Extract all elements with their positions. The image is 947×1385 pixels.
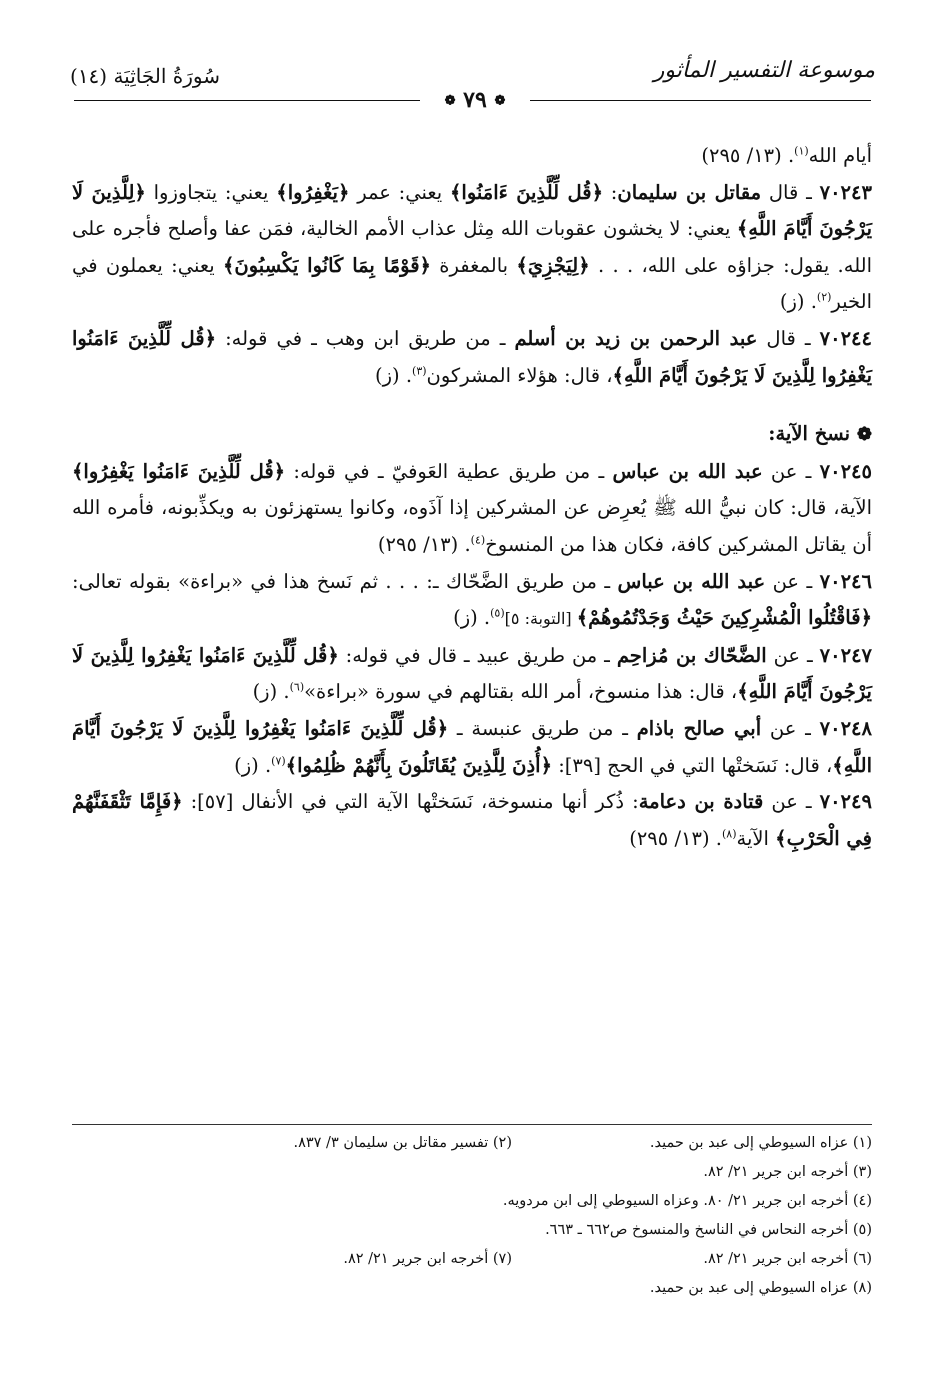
entry-number: ٧٠٢٤٩ <box>819 790 872 814</box>
footnote-marker: (٨) <box>722 827 737 841</box>
footnote-4: (٤) أخرجه ابن جرير ٢١/ ٨٠. وعزاه السيوطي إلى ابن مردويه. <box>502 1193 872 1209</box>
main-text <box>72 138 872 857</box>
narrator-name: عبد الرحمن بن زيد بن أسلم <box>514 326 758 350</box>
section-heading: ❁ نسخ الآية: <box>768 422 872 446</box>
entry-70245: ٧٠٢٤٥ ـ عن عبد الله بن عباس ـ من طريق عطية العَوفيّ ـ في قوله: ﴿قُل لِّلَّذِينَ ءَامَنُوا يَغْفِرُوا﴾ الآية، قال: كان نبيُّ الله ﷺ يُعرِض عن المشركين إذا آذَوه، وكانوا يستهزئون به ويكذِّبونه، فأمره الله أن يقاتل المشركين كافة، فكان هذا من المنسوخ$^{(٤)}$. (١٣/ ٢٩٥) <box>72 459 872 556</box>
quran-quote: ﴿قُل لِّلَّذِينَ ءَامَنُوا يَغْفِرُوا﴾ <box>72 459 286 483</box>
footnote-marker: (٣) <box>412 364 427 378</box>
footnote-row <box>72 1129 872 1158</box>
page-number-box <box>420 87 530 115</box>
footnote-row <box>72 1158 872 1187</box>
footnote-marker: (٥) <box>490 606 505 620</box>
narrator-name: عبد الله بن عباس <box>612 459 763 483</box>
chapter-title: سُورَةُ الجَاثِيَة (١٤) <box>70 64 221 88</box>
footnote-8: (٨) عزاه السيوطي إلى عبد بن حميد. <box>649 1280 872 1296</box>
narrator-name: مقاتل بن سليمان <box>617 180 762 204</box>
quran-quote: ﴿فَاقْتُلُوا الْمُشْرِكِينَ حَيْثُ وَجَدْتُمُوهُمْ﴾ <box>576 606 872 630</box>
footnote-row <box>72 1187 872 1216</box>
narrator-name: قتادة بن دعامة <box>638 790 764 814</box>
book-title: موسوعة التفسير المأثور <box>653 58 875 83</box>
footnotes <box>72 1129 872 1303</box>
entry-70248: ٧٠٢٤٨ ـ عن أبي صالح باذام ـ من طريق عنبسة ـ ﴿قُل لِّلَّذِينَ ءَامَنُوا يَغْفِرُوا لِلَّذِينَ لَا يَرْجُونَ أَيَّامَ اللَّهِ﴾، قال: نَسَختْها التي في الحج [٣٩]: ﴿أُذِنَ لِلَّذِينَ يُقَاتَلُونَ بِأَنَّهُمْ ظُلِمُوا﴾$^{(٧)}$. (ز) <box>72 716 872 777</box>
narrator-name: الضَّحّاك بن مُزاحِم <box>616 643 767 667</box>
verse-reference: [التوبة: ٥] <box>504 609 577 629</box>
narrator-name: عبد الله بن عباس <box>617 569 766 593</box>
ornament-icon: ❁ <box>494 93 506 109</box>
entry-70249: ٧٠٢٤٩ ـ عن قتادة بن دعامة: ذُكر أنها منسوخة، نَسَختْها الآية التي في الأنفال [٥٧]: ﴿فَإِمَّا تَثْقَفَنَّهُمْ فِي الْحَرْبِ﴾ الآية$^{(٨)}$. (١٣/ ٢٩٥) <box>72 790 872 850</box>
entry-70246: ٧٠٢٤٦ ـ عن عبد الله بن عباس ـ من طريق الضَّحّاك ـ: . . . ثم نَسخ هذا في «براءة» بقوله تعالى: ﴿فَاقْتُلُوا الْمُشْرِكِينَ حَيْثُ وَجَدْتُمُوهُمْ﴾ [التوبة: ٥]$^{(٥)}$. (ز) <box>72 569 873 630</box>
footnote-7: (٧) أخرجه ابن جرير ٢١/ ٨٢. <box>343 1251 512 1267</box>
footnote-row <box>72 1245 872 1274</box>
entry-number: ٧٠٢٤٤ <box>819 326 872 350</box>
entry-number: ٧٠٢٤٣ <box>819 180 872 204</box>
entry-number: ٧٠٢٤٦ <box>819 569 873 593</box>
entry-number: ٧٠٢٤٧ <box>819 643 873 667</box>
section-gap <box>72 394 872 416</box>
entry-70247: ٧٠٢٤٧ ـ عن الضَّحّاك بن مُزاحِم ـ من طريق عبيد ـ قال في قوله: ﴿قُل لِّلَّذِينَ ءَامَنُوا يَغْفِرُوا لِلَّذِينَ لَا يَرْجُونَ أَيَّامَ اللَّهِ﴾، قال: هذا منسوخ، أمر الله بقتالهم في سورة «براءة»$^{(٦)}$. (ز) <box>72 643 873 704</box>
footnote-1: (١) عزاه السيوطي إلى عبد بن حميد. <box>649 1135 872 1151</box>
flower-ornament-icon: ❁ <box>856 424 872 446</box>
footnote-marker: (٤) <box>470 533 486 547</box>
footnote-marker: (٧) <box>271 754 286 767</box>
footnote-2: (٢) تفسير مقاتل بن سليمان ٣/ ٨٣٧. <box>293 1135 512 1151</box>
ornament-icon: ❁ <box>444 93 456 109</box>
quran-quote: ﴿قُل لِّلَّذِينَ ءَامَنُوا يَغْفِرُوا لِلَّذِينَ لَا يَرْجُونَ أَيَّامَ اللَّهِ﴾ <box>72 643 872 704</box>
footnote-marker: (٦) <box>289 680 305 694</box>
entry-70243: ٧٠٢٤٣ ـ قال مقاتل بن سليمان: ﴿قُل لِّلَّذِينَ ءَامَنُوا﴾ يعني: عمر ﴿يَغْفِرُوا﴾ يعني: يتجاوزوا ﴿لِلَّذِينَ لَا يَرْجُونَ أَيَّامَ اللَّهِ﴾ يعني: لا يخشون عقوبات الله مِثل عذاب الأمم الخالية، فمَن عفا وأصلح فأجره على الله. يقول: جزاؤه على الله، . . . ﴿لِيَجْزِيَ﴾ بالمغفرة ﴿قَوْمًا بِمَا كَانُوا يَكْسِبُونَ﴾ يعني: يعملون في الخير$^{(٢)}$. (ز) <box>72 180 873 314</box>
paragraph-continuation: أيام الله$^{(١)}$. (١٣/ ٢٩٥) <box>701 144 872 167</box>
quran-quote: ﴿قُل لِّلَّذِينَ ءَامَنُوا يَغْفِرُوا لِلَّذِينَ لَا يَرْجُونَ أَيَّامَ اللَّهِ﴾ <box>72 326 872 387</box>
entry-number: ٧٠٢٤٨ <box>819 716 872 740</box>
quran-quote: ﴿لِيَجْزِيَ﴾ <box>516 253 590 277</box>
footnote-6: (٦) أخرجه ابن جرير ٢١/ ٨٢. <box>703 1251 872 1267</box>
footnote-row <box>72 1274 872 1303</box>
quran-quote: ﴿قُل لِّلَّذِينَ ءَامَنُوا يَغْفِرُوا لِلَّذِينَ لَا يَرْجُونَ أَيَّامَ اللَّهِ﴾ <box>72 716 872 777</box>
footnote-3: (٣) أخرجه ابن جرير ٢١/ ٨٢. <box>703 1164 872 1180</box>
footnote-marker: (٢) <box>816 290 832 304</box>
footnote-5: (٥) أخرجه النحاس في الناسخ والمنسوخ ص٦٦٢ ـ ٦٦٣. <box>545 1222 872 1238</box>
quran-quote: ﴿يَغْفِرُوا﴾ <box>276 180 350 204</box>
quran-quote: ﴿قُل لِّلَّذِينَ ءَامَنُوا﴾ <box>450 180 604 204</box>
entry-70244: ٧٠٢٤٤ ـ قال عبد الرحمن بن زيد بن أسلم ـ من طريق ابن وهب ـ في قوله: ﴿قُل لِّلَّذِينَ ءَامَنُوا يَغْفِرُوا لِلَّذِينَ لَا يَرْجُونَ أَيَّامَ اللَّهِ﴾، قال: هؤلاء المشركون$^{(٣)}$. (ز) <box>72 326 872 387</box>
entry-number: ٧٠٢٤٥ <box>819 459 872 483</box>
footnote-marker: (١) <box>794 144 809 158</box>
footnote-rule <box>72 1124 872 1125</box>
page-number: ٧٩ <box>463 87 487 113</box>
quran-quote: ﴿قَوْمًا بِمَا كَانُوا يَكْسِبُونَ﴾ <box>222 253 431 277</box>
quran-quote: ﴿أُذِنَ لِلَّذِينَ يُقَاتَلُونَ بِأَنَّهُمْ ظُلِمُوا﴾ <box>285 753 553 777</box>
quran-quote: ﴿فَإِمَّا تَثْقَفَنَّهُمْ فِي الْحَرْبِ﴾ <box>72 790 872 850</box>
narrator-name: أبي صالح باذام <box>636 716 762 740</box>
quran-quote: ﴿لِلَّذِينَ لَا يَرْجُونَ أَيَّامَ اللَّهِ﴾ <box>72 180 872 241</box>
footnote-row <box>72 1216 872 1245</box>
